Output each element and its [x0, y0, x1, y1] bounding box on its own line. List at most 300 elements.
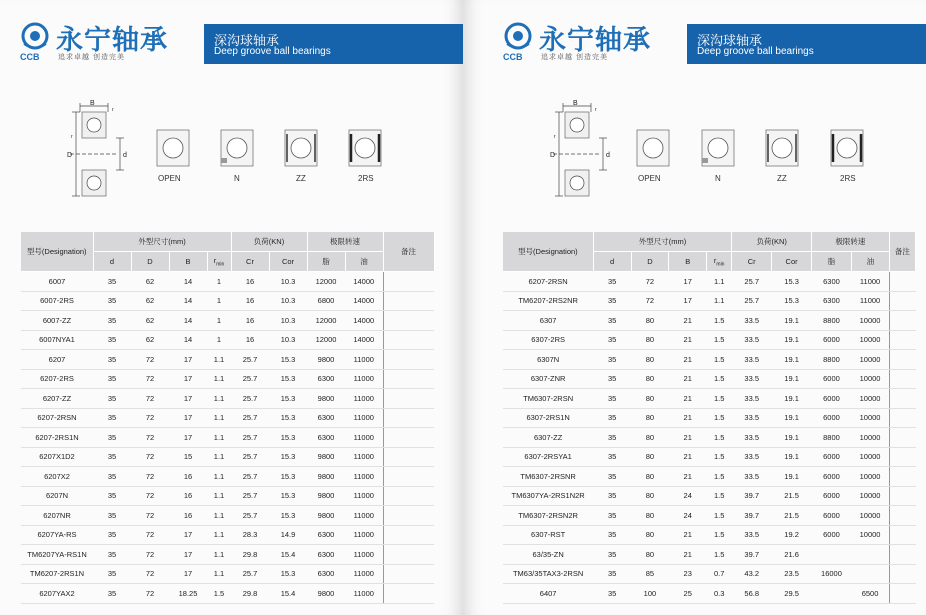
cell-d: 35 — [593, 291, 631, 311]
cell-note — [383, 564, 434, 584]
cell-cr: 33.5 — [732, 311, 772, 331]
cell-d: 35 — [93, 350, 131, 370]
cell-cr: 28.3 — [231, 525, 269, 545]
table-row — [503, 330, 916, 350]
header-speed: 极限转速 — [812, 232, 890, 252]
header-note: 备注 — [889, 232, 915, 272]
subheader-B: B — [669, 252, 707, 272]
subheader-grease: 脂 — [812, 252, 852, 272]
cell-r: 1.1 — [207, 350, 231, 370]
svg-text:d: d — [123, 152, 127, 159]
cell-r: 1.1 — [207, 428, 231, 448]
cell-d: 80 — [631, 506, 669, 526]
subheader-cr: Cr — [231, 252, 269, 272]
section-title-cn: 深沟球轴承 — [697, 33, 763, 48]
cell-note — [889, 486, 915, 506]
cell-r: 1.1 — [207, 506, 231, 526]
cell-cr: 25.7 — [231, 447, 269, 467]
cell-grease: 8800 — [812, 311, 852, 331]
cell-cr: 25.7 — [231, 389, 269, 409]
cell-des: 6307 — [503, 311, 593, 331]
cell-d: 35 — [93, 525, 131, 545]
cell-r: 1.1 — [707, 272, 732, 292]
header-designation: 型号(Designation) — [21, 232, 93, 272]
cell-cor: 10.3 — [269, 311, 307, 331]
cell-cor: 10.3 — [269, 291, 307, 311]
bearing-type-n-icon — [700, 128, 736, 168]
cell-des: 6307-2RS1N — [503, 408, 593, 428]
cell-r: 1.1 — [207, 389, 231, 409]
cell-cr: 33.5 — [732, 428, 772, 448]
cell-b: 21 — [669, 545, 707, 565]
table-row — [21, 428, 434, 448]
cell-b: 17 — [669, 291, 707, 311]
cell-des: TM6207-2RS1N — [21, 564, 93, 584]
cell-d: 35 — [93, 584, 131, 604]
cell-b: 14 — [169, 330, 207, 350]
cell-note — [889, 525, 915, 545]
cell-note — [383, 447, 434, 467]
cell-r: 1.5 — [707, 311, 732, 331]
cell-oil: 6500 — [851, 584, 889, 604]
cell-b: 17 — [169, 350, 207, 370]
cell-oil: 11000 — [345, 564, 383, 584]
type-label-n: N — [234, 174, 240, 183]
cell-oil: 11000 — [345, 486, 383, 506]
cell-note — [889, 584, 915, 604]
cell-d: 35 — [93, 272, 131, 292]
table-row — [21, 467, 434, 487]
type-label-2rs: 2RS — [358, 174, 374, 183]
cell-d: 35 — [93, 369, 131, 389]
cell-d: 100 — [631, 584, 669, 604]
cell-b: 24 — [669, 506, 707, 526]
table-row — [21, 291, 434, 311]
cell-oil: 10000 — [851, 330, 889, 350]
cell-oil: 11000 — [345, 369, 383, 389]
cell-grease: 9800 — [307, 467, 345, 487]
cell-r: 1 — [207, 311, 231, 331]
cell-d: 35 — [93, 447, 131, 467]
cell-d: 80 — [631, 330, 669, 350]
cell-note — [383, 506, 434, 526]
cell-grease: 6300 — [307, 428, 345, 448]
section-title-en: Deep groove ball bearings — [214, 46, 331, 57]
cell-d: 80 — [631, 369, 669, 389]
subheader-oil: 油 — [345, 252, 383, 272]
cell-cor: 15.3 — [269, 408, 307, 428]
cell-oil: 11000 — [345, 447, 383, 467]
cell-grease: 6000 — [812, 506, 852, 526]
cell-d: 35 — [93, 330, 131, 350]
table-row — [21, 350, 434, 370]
cell-d: 35 — [93, 564, 131, 584]
cell-r: 1 — [207, 272, 231, 292]
cell-des: 6007-2RS — [21, 291, 93, 311]
cell-oil: 10000 — [851, 447, 889, 467]
cell-r: 1.1 — [207, 525, 231, 545]
cell-des: 6207-2RS — [21, 369, 93, 389]
cell-note — [889, 428, 915, 448]
cell-d: 35 — [593, 311, 631, 331]
cell-r: 1 — [207, 291, 231, 311]
bearing-type-2rs-icon — [347, 128, 383, 168]
cell-note — [383, 525, 434, 545]
cell-cor: 19.1 — [772, 389, 812, 409]
table-row — [503, 311, 916, 331]
cell-grease: 6000 — [812, 447, 852, 467]
cell-oil: 11000 — [345, 467, 383, 487]
cell-d: 62 — [131, 330, 169, 350]
cell-oil: 11000 — [345, 584, 383, 604]
bearing-type-2rs-icon — [829, 128, 865, 168]
cell-grease: 6300 — [812, 272, 852, 292]
cell-note — [383, 545, 434, 565]
cell-grease: 6000 — [812, 486, 852, 506]
cell-b: 21 — [669, 467, 707, 487]
cell-r: 1.1 — [207, 467, 231, 487]
cell-note — [383, 428, 434, 448]
cell-cor: 15.3 — [269, 486, 307, 506]
cell-d: 35 — [93, 467, 131, 487]
section-title-en: Deep groove ball bearings — [697, 46, 814, 57]
subheader-cr: Cr — [732, 252, 772, 272]
cell-des: 6307-2RSYA1 — [503, 447, 593, 467]
table-row — [503, 350, 916, 370]
cell-d: 72 — [131, 428, 169, 448]
cell-des: 6407 — [503, 584, 593, 604]
cell-cr: 39.7 — [732, 486, 772, 506]
bearing-spec-table-left — [21, 232, 435, 604]
cell-b: 16 — [169, 467, 207, 487]
cell-grease: 9800 — [307, 506, 345, 526]
cell-grease: 6300 — [307, 525, 345, 545]
cell-r: 1.1 — [207, 486, 231, 506]
bearing-dimension-diagram — [60, 98, 140, 208]
cell-des: 6207X1D2 — [21, 447, 93, 467]
cell-d: 35 — [593, 584, 631, 604]
cell-cor: 15.4 — [269, 545, 307, 565]
cell-r: 1.5 — [707, 408, 732, 428]
cell-b: 21 — [669, 389, 707, 409]
cell-note — [383, 369, 434, 389]
cell-des: 6207X2 — [21, 467, 93, 487]
cell-cor: 19.1 — [772, 447, 812, 467]
brand-slogan: 追求卓越 创造完美 — [58, 54, 125, 61]
cell-d: 80 — [631, 525, 669, 545]
cell-b: 17 — [169, 408, 207, 428]
cell-d: 72 — [131, 506, 169, 526]
cell-d: 35 — [593, 408, 631, 428]
cell-cr: 39.7 — [732, 506, 772, 526]
cell-grease: 6300 — [307, 564, 345, 584]
cell-d: 72 — [131, 525, 169, 545]
type-label-2rs: 2RS — [840, 174, 856, 183]
cell-oil: 11000 — [851, 272, 889, 292]
cell-cor: 15.3 — [772, 272, 812, 292]
subheader-oil: 油 — [851, 252, 889, 272]
cell-des: 6207-2RSN — [21, 408, 93, 428]
cell-des: 63/35-ZN — [503, 545, 593, 565]
svg-text:D: D — [550, 152, 556, 159]
cell-note — [383, 350, 434, 370]
type-label-zz: ZZ — [777, 174, 787, 183]
cell-b: 17 — [669, 272, 707, 292]
cell-d: 35 — [593, 350, 631, 370]
cell-r: 1.1 — [207, 447, 231, 467]
cell-r: 1.5 — [707, 486, 732, 506]
cell-cr: 33.5 — [732, 447, 772, 467]
cell-grease: 9800 — [307, 486, 345, 506]
cell-note — [889, 272, 915, 292]
cell-note — [383, 291, 434, 311]
cell-cor: 10.3 — [269, 330, 307, 350]
cell-d: 35 — [93, 389, 131, 409]
cell-cr: 29.8 — [231, 584, 269, 604]
cell-b: 17 — [169, 369, 207, 389]
cell-b: 25 — [669, 584, 707, 604]
cell-cr: 25.7 — [231, 486, 269, 506]
cell-d: 35 — [93, 291, 131, 311]
cell-cr: 33.5 — [732, 525, 772, 545]
cell-r: 1.1 — [207, 545, 231, 565]
svg-text:r: r — [112, 107, 114, 113]
cell-oil: 10000 — [851, 486, 889, 506]
cell-d: 72 — [131, 389, 169, 409]
subheader-d: d — [593, 252, 631, 272]
header-load: 负荷(KN) — [732, 232, 812, 252]
table-row — [503, 506, 916, 526]
cell-cor: 21.6 — [772, 545, 812, 565]
svg-text:r: r — [554, 134, 556, 140]
cell-b: 15 — [169, 447, 207, 467]
cell-des: TM6307-2RSN — [503, 389, 593, 409]
subheader-D: D — [631, 252, 669, 272]
cell-d: 85 — [631, 564, 669, 584]
cell-d: 72 — [131, 350, 169, 370]
cell-grease: 12000 — [307, 330, 345, 350]
cell-b: 23 — [669, 564, 707, 584]
cell-cor: 19.1 — [772, 369, 812, 389]
subheader-D: D — [131, 252, 169, 272]
cell-r: 1.5 — [707, 369, 732, 389]
subheader-B: B — [169, 252, 207, 272]
cell-oil: 11000 — [851, 291, 889, 311]
cell-note — [889, 564, 915, 584]
section-title-bar — [687, 24, 926, 64]
cell-d: 80 — [631, 389, 669, 409]
cell-d: 72 — [131, 408, 169, 428]
table-row — [503, 564, 916, 584]
cell-d: 35 — [593, 447, 631, 467]
cell-d: 72 — [131, 467, 169, 487]
cell-cr: 25.7 — [231, 408, 269, 428]
cell-grease: 8800 — [812, 428, 852, 448]
cell-oil — [851, 564, 889, 584]
cell-oil — [851, 545, 889, 565]
cell-d: 35 — [593, 486, 631, 506]
cell-cor: 10.3 — [269, 272, 307, 292]
subheader-d: d — [93, 252, 131, 272]
cell-oil: 11000 — [345, 389, 383, 409]
cell-r: 1.1 — [207, 408, 231, 428]
cell-grease: 9800 — [307, 350, 345, 370]
cell-oil: 11000 — [345, 428, 383, 448]
cell-cor: 15.3 — [772, 291, 812, 311]
cell-note — [889, 330, 915, 350]
cell-cor: 19.1 — [772, 428, 812, 448]
section-title-cn: 深沟球轴承 — [214, 33, 280, 48]
table-body-left — [21, 272, 434, 604]
cell-cr: 29.8 — [231, 545, 269, 565]
cell-d: 62 — [131, 272, 169, 292]
table-row — [21, 330, 434, 350]
cell-grease: 6300 — [812, 291, 852, 311]
cell-cr: 25.7 — [231, 369, 269, 389]
brand-logo — [20, 20, 180, 66]
cell-note — [889, 545, 915, 565]
cell-cr: 43.2 — [732, 564, 772, 584]
cell-cr: 25.7 — [231, 467, 269, 487]
cell-b: 21 — [669, 408, 707, 428]
cell-cr: 56.8 — [732, 584, 772, 604]
cell-r: 0.7 — [707, 564, 732, 584]
cell-b: 21 — [669, 311, 707, 331]
subheader-cor: Cor — [772, 252, 812, 272]
type-label-open: OPEN — [158, 174, 181, 183]
cell-oil: 11000 — [345, 525, 383, 545]
cell-note — [383, 311, 434, 331]
cell-cor: 23.5 — [772, 564, 812, 584]
cell-cr: 16 — [231, 291, 269, 311]
cell-des: 6207YA-RS — [21, 525, 93, 545]
cell-oil: 11000 — [345, 408, 383, 428]
subheader-r: $r_{min}$ — [707, 252, 732, 272]
subheader-r: $r_{min}$ — [207, 252, 231, 272]
cell-note — [383, 272, 434, 292]
cell-cor: 15.3 — [269, 369, 307, 389]
cell-b: 14 — [169, 291, 207, 311]
cell-des: TM6307YA-2RS1N2R — [503, 486, 593, 506]
cell-cor: 15.3 — [269, 428, 307, 448]
cell-d: 80 — [631, 545, 669, 565]
cell-r: 1.5 — [707, 447, 732, 467]
table-row — [503, 389, 916, 409]
cell-oil: 14000 — [345, 291, 383, 311]
cell-d: 72 — [131, 545, 169, 565]
table-row — [21, 272, 434, 292]
brand-abbr: CCB — [503, 52, 523, 62]
cell-d: 35 — [93, 311, 131, 331]
cell-cor: 19.1 — [772, 330, 812, 350]
header-load: 负荷(KN) — [231, 232, 307, 252]
brand-name: 永宁轴承 — [56, 25, 168, 56]
cell-des: 6307-ZNR — [503, 369, 593, 389]
cell-b: 14 — [169, 272, 207, 292]
cell-b: 17 — [169, 545, 207, 565]
cell-b: 21 — [669, 330, 707, 350]
cell-d: 35 — [593, 330, 631, 350]
cell-b: 21 — [669, 428, 707, 448]
cell-b: 17 — [169, 389, 207, 409]
cell-grease — [812, 545, 852, 565]
table-body-right — [503, 272, 916, 604]
cell-des: 6007NYA1 — [21, 330, 93, 350]
svg-text:d: d — [606, 152, 610, 159]
header-dimensions: 外型尺寸(mm) — [593, 232, 732, 252]
cell-grease: 6300 — [307, 369, 345, 389]
table-row — [21, 525, 434, 545]
cell-b: 21 — [669, 369, 707, 389]
cell-cor: 15.3 — [269, 350, 307, 370]
cell-r: 1.5 — [707, 467, 732, 487]
cell-cor: 14.9 — [269, 525, 307, 545]
cell-oil: 10000 — [851, 350, 889, 370]
cell-grease: 6300 — [307, 545, 345, 565]
bearing-spec-table-right — [503, 232, 916, 604]
cell-cor: 21.5 — [772, 506, 812, 526]
table-row — [503, 369, 916, 389]
cell-note — [383, 467, 434, 487]
svg-text:r: r — [595, 107, 597, 113]
cell-cr: 25.7 — [732, 272, 772, 292]
cell-b: 21 — [669, 447, 707, 467]
cell-d: 80 — [631, 408, 669, 428]
svg-text:B: B — [90, 100, 95, 107]
cell-oil: 10000 — [851, 428, 889, 448]
cell-d: 72 — [131, 447, 169, 467]
cell-cor: 19.1 — [772, 408, 812, 428]
cell-d: 72 — [131, 486, 169, 506]
cell-cr: 25.7 — [231, 350, 269, 370]
cell-grease: 6000 — [812, 408, 852, 428]
cell-cor: 15.3 — [269, 389, 307, 409]
cell-b: 16 — [169, 486, 207, 506]
cell-b: 17 — [169, 428, 207, 448]
cell-des: 6207 — [21, 350, 93, 370]
table-row — [503, 428, 916, 448]
cell-cr: 33.5 — [732, 467, 772, 487]
cell-des: 6207N — [21, 486, 93, 506]
cell-d: 35 — [593, 389, 631, 409]
cell-des: 6207YAX2 — [21, 584, 93, 604]
cell-cr: 16 — [231, 272, 269, 292]
cell-d: 35 — [593, 272, 631, 292]
section-title-bar — [204, 24, 463, 64]
cell-des: 6207-2RS1N — [21, 428, 93, 448]
cell-note — [889, 291, 915, 311]
cell-oil: 10000 — [851, 369, 889, 389]
cell-grease: 9800 — [307, 389, 345, 409]
bearing-dimension-diagram — [543, 98, 623, 208]
cell-cr: 25.7 — [231, 506, 269, 526]
cell-r: 1.5 — [707, 389, 732, 409]
cell-b: 17 — [169, 525, 207, 545]
cell-note — [889, 506, 915, 526]
cell-cor: 29.5 — [772, 584, 812, 604]
cell-cr: 25.7 — [732, 291, 772, 311]
cell-note — [889, 350, 915, 370]
cell-oil: 10000 — [851, 408, 889, 428]
table-row — [503, 584, 916, 604]
cell-des: TM6307-2RSN2R — [503, 506, 593, 526]
brand-logo — [503, 20, 663, 66]
cell-oil: 10000 — [851, 311, 889, 331]
cell-cor: 15.3 — [269, 467, 307, 487]
right-page — [463, 0, 926, 615]
table-row — [21, 545, 434, 565]
cell-des: 6007 — [21, 272, 93, 292]
